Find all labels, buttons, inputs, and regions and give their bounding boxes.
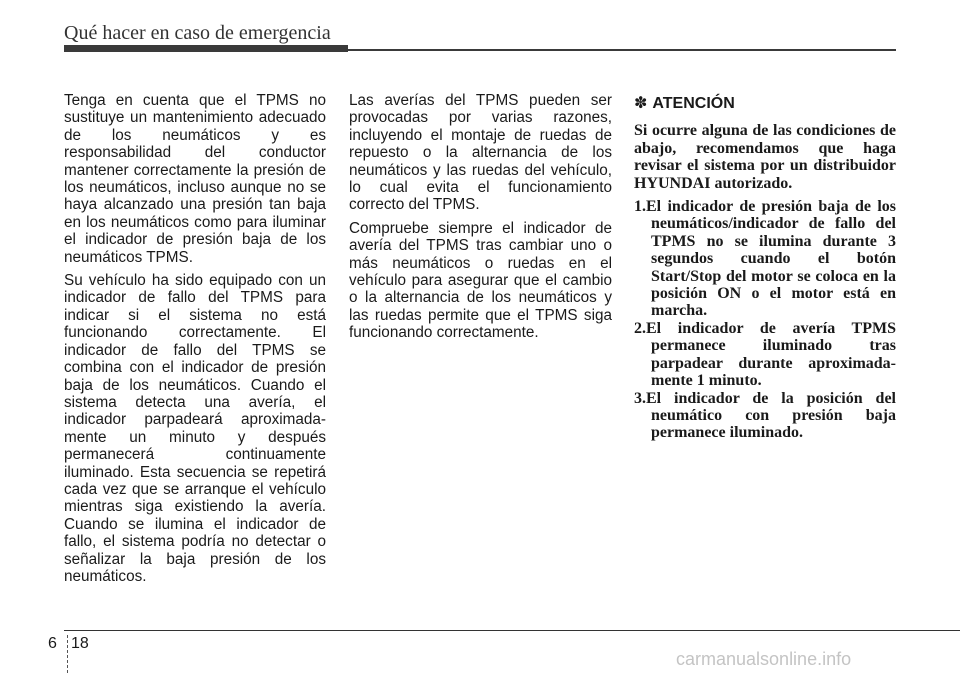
warning-list-item: 1.El indicador de presión baja de los neumáticos/indicador de fallo del TPMS no se ilumina durante 3 segundos cuando el botón Start/Stop del motor se coloca en la posición ON o el motor está en marcha. bbox=[634, 198, 896, 320]
text-column-left bbox=[64, 92, 326, 591]
warning-list bbox=[634, 198, 896, 442]
paragraph: Tenga en cuenta que el TPMS no sustituye un mantenimiento adecuado de los neumáticos y es responsabilidad del conductor mantener correctamente la presión de los neumáticos, incluso aunque no se haya alcanzado una presión tan baja en los neumáticos como para iluminar el indicador de presión baja de los neumáticos TPMS. bbox=[64, 92, 326, 266]
header-rule-thick bbox=[64, 45, 348, 52]
footer-divider bbox=[67, 635, 68, 673]
warning-heading bbox=[634, 95, 896, 112]
warning-list-item: 2.El indicador de avería TPMS permanece iluminado tras parpadear durante aproximada-mente 1 minuto. bbox=[634, 319, 896, 390]
warning-box bbox=[634, 92, 896, 442]
paragraph: Su vehículo ha sido equipado con un indicador de fallo del TPMS para indicar si el sistema no está funcionando correctamente. El indicador de fallo del TPMS se combina con el indicador de presión baja de los neumáticos. Cuando el sistema detecta una avería, el indicador parpadeará aproximada-mente un minuto y después permanecerá continuamente iluminado. Esta secuencia se repetirá cada vez que se arranque el vehículo mientras siga existiendo la avería. Cuando se ilumina el indicador de fallo, el sistema podría no detectar o señalizar la baja presión de los neumáticos. bbox=[64, 272, 326, 585]
text-column-middle bbox=[349, 92, 612, 348]
paragraph: Compruebe siempre el indicador de avería del TPMS tras cambiar uno o más neumáticos o ruedas en el vehículo para asegurar que el cambio o la alternancia de los neumáticos y las ruedas permite que el TPMS siga funcionando correctamente. bbox=[349, 219, 612, 342]
paragraph: Las averías del TPMS pueden ser provocadas por varias razones, incluyendo el montaje de ruedas de repuesto o la alternancia de los neumáticos y las ruedas del vehículo, lo cual evita el funcionamiento correcto del TPMS. bbox=[349, 92, 612, 214]
warning-heading-text: ATENCIÓN bbox=[652, 95, 735, 112]
header-rule-thin bbox=[348, 49, 896, 51]
page-number: 18 bbox=[71, 635, 89, 652]
footer-rule bbox=[64, 630, 960, 631]
warning-intro: Si ocurre alguna de las condiciones de abajo, recomendamos que haga revisar el sistema por un distribuidor HYUNDAI autorizado. bbox=[634, 122, 896, 192]
watermark: carmanualsonline.info bbox=[676, 649, 852, 669]
chapter-number: 6 bbox=[48, 635, 57, 652]
page-header-title: Qué hacer en caso de emergencia bbox=[64, 22, 331, 44]
warning-list-item: 3.El indicador de la posición del neumático con presión baja permanece iluminado. bbox=[634, 389, 896, 442]
asterisk-icon: ✽ bbox=[634, 95, 648, 112]
